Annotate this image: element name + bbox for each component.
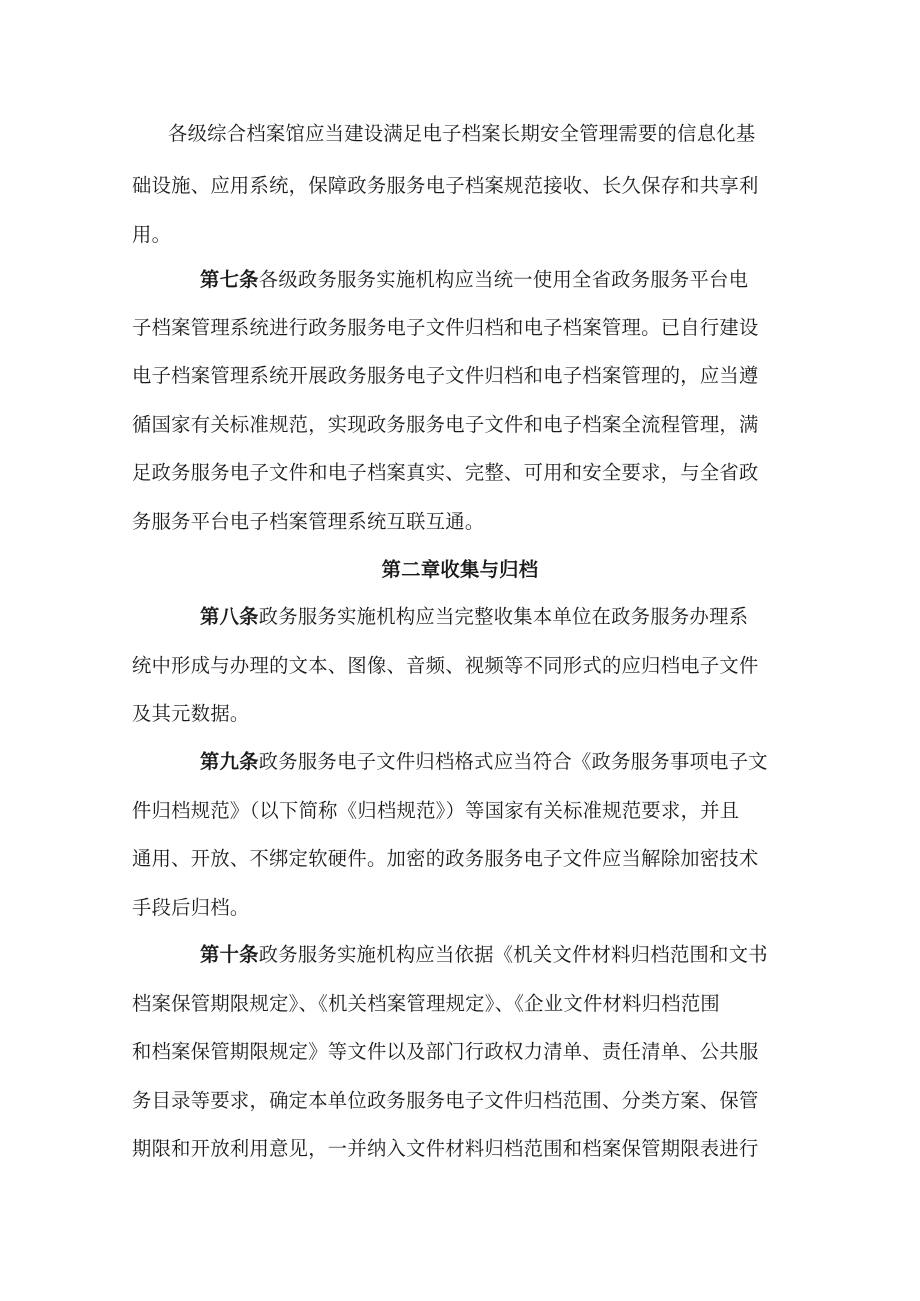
paragraph-line: 件归档规范》（以下简称《归档规范》）等国家有关标准规范要求，并且	[132, 799, 740, 822]
article-9-label: 第九条	[200, 750, 259, 773]
paragraph-line: 务目录等要求，确定本单位政务服务电子文件归档范围、分类方案、保管	[132, 1089, 759, 1112]
paragraph-line: 务服务平台电子档案管理系统互联互通。	[132, 510, 485, 533]
article-10-label: 第十条	[200, 943, 259, 966]
paragraph-line: 和档案保管期限规定》等文件以及部门行政权力清单、责任清单、公共服	[132, 1040, 759, 1063]
article-7-text: 各级政务服务实施机构应当统一使用全省政务服务平台电	[258, 268, 749, 291]
article-9-text: 政务服务电子文件归档格式应当符合《政务服务事项电子文	[258, 750, 768, 773]
paragraph-line: 及其元数据。	[132, 702, 250, 725]
paragraph-line: 通用、开放、不绑定软硬件。加密的政务服务电子文件应当解除加密技术	[132, 847, 759, 870]
article-7-first-line	[0, 266, 748, 294]
paragraph-line: 档案保管期限规定》、《机关档案管理规定》、《企业文件材料归档范围	[132, 992, 721, 1015]
paragraph-line: 循国家有关标准规范，实现政务服务电子文件和电子档案全流程管理，满	[132, 413, 759, 436]
article-7-label: 第七条	[200, 268, 259, 291]
article-8-label: 第八条	[200, 605, 259, 628]
paragraph-line: 础设施、应用系统，保障政务服务电子档案规范接收、长久保存和共享利	[132, 174, 759, 197]
paragraph-line: 用。	[132, 223, 172, 246]
paragraph-line: 足政务服务电子文件和电子档案真实、完整、可用和安全要求，与全省政	[132, 461, 759, 484]
paragraph-line: 期限和开放利用意见，一并纳入文件材料归档范围和档案保管期限表进行	[132, 1137, 759, 1160]
paragraph-line: 统中形成与办理的文本、图像、音频、视频等不同形式的应归档电子文件	[132, 654, 759, 677]
chapter-heading: 第二章收集与归档	[381, 558, 539, 581]
paragraph-line: 子档案管理系统进行政务服务电子文件归档和电子档案管理。已自行建设	[132, 316, 759, 339]
article-9-first-line	[0, 748, 768, 776]
article-8-first-line	[0, 603, 748, 631]
paragraph-line: 手段后归档。	[132, 896, 250, 919]
paragraph-line: 电子档案管理系统开展政务服务电子文件归档和电子档案管理的，应当遵	[132, 364, 759, 387]
article-10-text: 政务服务实施机构应当依据《机关文件材料归档范围和文书	[258, 943, 768, 966]
paragraph-line: 各级综合档案馆应当建设满足电子档案长期安全管理需要的信息化基	[168, 122, 756, 145]
article-8-text: 政务服务实施机构应当完整收集本单位在政务服务办理系	[258, 605, 749, 628]
article-10-first-line	[0, 941, 768, 969]
